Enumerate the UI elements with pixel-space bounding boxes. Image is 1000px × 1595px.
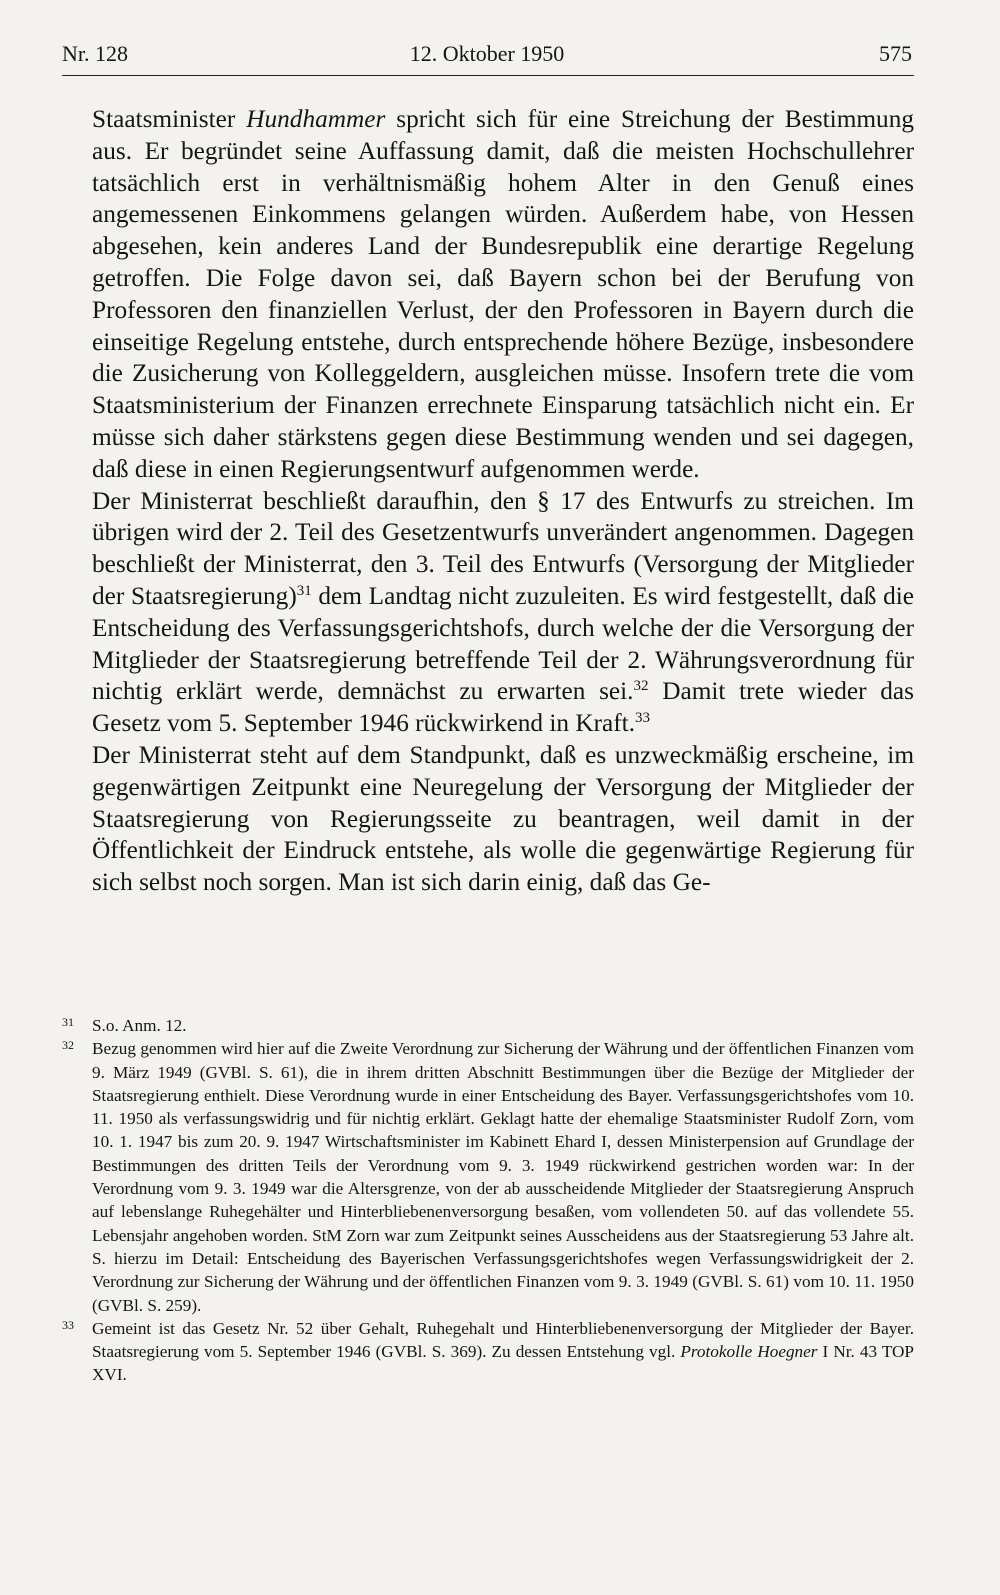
paragraph-2-end: Damit trete wieder das Gesetz vom 5. September 1946 rückwirkend in Kraft. [92,677,915,738]
running-header [62,38,912,70]
header-date: 12. Oktober 1950 [409,41,565,66]
footnote-text: Gemeint ist das Gesetz Nr. 52 über Gehalt, Ruhegehalt und Hinterbliebenenversorgung der Mitglieder der Bayer. Staatsregierung vom 5. September 1946 (GVBl. S. 369). Zu dessen Entstehung vgl. [92,1318,914,1362]
footnote-ref-32[interactable]: 32 [633,678,649,695]
footnotes [62,1014,914,1387]
page-number: 575 [879,41,912,66]
footnote-33 [62,1317,914,1387]
footnote-ref-31[interactable]: 31 [296,582,312,599]
main-text [92,104,914,899]
protocol-number: Nr. 128 [62,41,128,66]
footnote-32 [62,1037,914,1317]
person-name: Hundhammer [246,105,386,133]
footnote-text: S.o. Anm. 12. [92,1016,187,1035]
footnote-31 [62,1014,914,1037]
header-rule [62,75,914,76]
paragraph-1-rest: spricht sich für eine Streichung der Bestimmung aus. Er begründet seine Auffassung damit, daß die meisten Hochschullehrer tatsächlich erst in verhältnismäßig hohem Alter in den Genuß eines angemessenen Einkommens gelangen würden. Außerdem habe, von Hessen abgesehen, kein anderes Land der Bundesrepublik eine derartige Regelung getroffen. Die Folge davon sei, daß Bayern schon bei der Berufung von Professoren den finanziellen Verlust, der den Professoren in Bayern durch die einseitige Regelung entstehe, durch entsprechende höhere Bezüge, insbesondere die Zusicherung von Kolleggeldern, ausgleichen müsse. Insofern trete die vom Staatsministerium der Finanzen errechnete Einsparung tatsächlich nicht ein. Er müsse sich daher stärkstens gegen diese Bestimmung wenden und sei dagegen, daß diese in einen Regierungsentwurf aufgenommen werde. [92,105,914,483]
footnote-mark: 32 [62,1038,74,1053]
footnote-citation: Protokolle Hoegner [680,1342,818,1362]
paragraph-2-middle: dem Landtag nicht zuzuleiten. Es wird festgestellt, daß die Entscheidung des Verfassungsgerichtshofs, durch welche der die Versorgung der Mitglieder der Staatsregierung betreffende Teil der 2. Währungsverordnung für nichtig erklärt werde, demnächst zu erwarten sei. [92,581,914,706]
footnote-text: Bezug genommen wird hier auf die Zweite Verordnung zur Sicherung der Währung und der öffentlichen Finanzen vom 9. März 1949 (GVBl. S. 61), die in ihrem dritten Abschnitt Bestimmungen über die Bezüge der Mitglieder der Staatsregierung enthielt. Diese Verordnung wurde in einer Entscheidung des Bayer. Verfassungsgerichtshofes vom 10. 11. 1950 als verfassungswidrig und für nichtig erklärt. Geklagt hatte der ehemalige Staatsminister Rudolf Zorn, vom 10. 1. 1947 bis zum 20. 9. 1947 Wirtschaftsminister im Kabinett Ehard I, dessen Ministerpension auf Grundlage der Bestimmungen des dritten Teils der Verordnung vom 9. 3. 1949 rückwirkend gestrichen worden war: In der Verordnung vom 9. 3. 1949 war die Altersgrenze, von der ab ausscheidende Mitglieder der Staatsregierung Anspruch auf lebenslange Ruhegehälter und Hinterbliebenenversorgung besaßen, vom vollendeten 50. auf das vollendete 55. Lebensjahr angehoben worden. StM Zorn war zum Zeitpunkt seines Ausscheidens aus der Staatsregierung 53 Jahre alt. S. hierzu im Detail: Entscheidung des Bayerischen Verfassungsgerichtshofes wegen Verfassungswidrigkeit der 2. Verordnung zur Sicherung der Währung und der öffentlichen Finanzen vom 9. 3. 1949 (GVBl. S. 61) vom 10. 11. 1950 (GVBl. S. 259). [92,1039,914,1315]
footnote-mark: 33 [62,1317,74,1332]
footnote-ref-33[interactable]: 33 [635,710,651,727]
paragraph-1-start: Staatsminister [92,105,247,133]
paragraph-2 [92,486,914,740]
paragraph-2-start: Der Ministerrat beschließt daraufhin, den § 17 des Entwurfs zu streichen. Im übrigen wird der 2. Teil des Gesetzentwurfs unverändert angenommen. Dagegen beschließt der Ministerrat, den 3. Teil des Entwurfs (Versorgung der Mitglieder der Staatsregierung) [92,486,914,610]
paragraph-1 [92,104,914,486]
footnote-text-end: I Nr. 43 TOP XVI. [92,1342,914,1385]
paragraph-3: Der Ministerrat steht auf dem Standpunkt, daß es unzweckmäßig erscheine, im gegenwärtigen Zeitpunkt eine Neuregelung der Versorgung der Mitglieder der Staatsregierung von Regierungsseite zu beantragen, weil damit in der Öffentlichkeit der Eindruck entstehe, als wolle die gegenwärtige Regierung für sich selbst noch sorgen. Man ist sich darin einig, daß das Ge- [92,740,914,897]
footnote-mark: 31 [62,1015,74,1029]
